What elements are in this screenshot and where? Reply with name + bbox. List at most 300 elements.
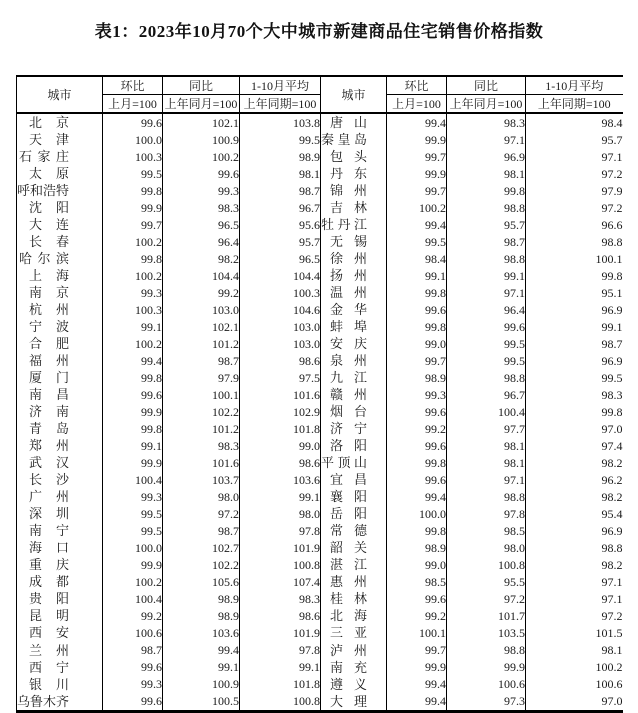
mom-value-cell: 99.7 [387, 182, 447, 199]
yoy-value-cell: 98.9 [163, 607, 240, 624]
yoy-value-cell: 98.7 [163, 352, 240, 369]
mom-value-cell: 99.4 [103, 352, 163, 369]
avg-value-cell: 98.2 [601, 455, 623, 470]
avg-value-cell: 101.8 [240, 420, 321, 437]
avg-value-cell: 98.2 [601, 557, 623, 572]
avg-value-cell: 102.9 [240, 403, 321, 420]
mom-value-cell: 100.0 [103, 539, 163, 556]
avg-value-cell: 95.4 [601, 506, 623, 521]
city-cell: 深 圳 [17, 505, 103, 522]
avg-value-cell: 97.8 [240, 641, 321, 658]
mom-value-cell: 99.8 [387, 522, 447, 539]
table-row [17, 403, 623, 420]
city-cell: 三 亚 [321, 624, 387, 641]
mom-value-cell: 99.5 [103, 522, 163, 539]
city-cell: 洛 阳 [321, 437, 387, 454]
table-row [17, 267, 623, 284]
yoy-value-cell: 102.1 [163, 113, 240, 131]
mom-value-cell: 99.5 [387, 233, 447, 250]
mom-value-cell: 99.8 [387, 284, 447, 301]
yoy-value-cell: 98.1 [447, 165, 526, 182]
avg-value-cell: 96.9 [601, 523, 623, 538]
city-cell: 惠 州 [321, 573, 387, 590]
avg-value-cell: 99.8 [601, 268, 623, 283]
city-cell: 南 宁 [17, 522, 103, 539]
avg-value-cell: 100.8 [240, 556, 321, 573]
avg-value-cell: 99.0 [240, 437, 321, 454]
mom-value-cell: 100.2 [103, 267, 163, 284]
table-row [17, 250, 623, 267]
mom-value-cell: 99.9 [103, 556, 163, 573]
avg-value-cell: 96.2 [601, 472, 623, 487]
mom-value-cell: 99.3 [103, 488, 163, 505]
avg-value-cell: 97.5 [240, 369, 321, 386]
avg-value-cell: 98.9 [240, 148, 321, 165]
table-row [17, 165, 623, 182]
mom-value-cell: 100.2 [103, 335, 163, 352]
mom-value-cell: 99.6 [103, 693, 163, 712]
avg-value-cell: 97.8 [240, 522, 321, 539]
table-row [17, 335, 623, 352]
city-cell: 贵 阳 [17, 590, 103, 607]
avg-value-cell: 99.1 [601, 319, 623, 334]
yoy-value-cell: 99.3 [163, 182, 240, 199]
city-cell: 南 充 [321, 659, 387, 676]
avg-value-cell: 104.4 [240, 267, 321, 284]
table-row [17, 386, 623, 403]
table-row [17, 113, 623, 131]
table-header [17, 76, 623, 113]
yoy-value-cell: 97.8 [447, 505, 526, 522]
header-mom-right: 环比 [387, 76, 447, 95]
avg-value-cell: 99.1 [240, 488, 321, 505]
city-cell: 泉 州 [321, 352, 387, 369]
table-row [17, 420, 623, 437]
city-cell: 银 川 [17, 676, 103, 693]
yoy-value-cell: 98.0 [447, 539, 526, 556]
yoy-value-cell: 101.2 [163, 420, 240, 437]
city-cell: 烟 台 [321, 403, 387, 420]
price-index-table [16, 75, 623, 713]
mom-value-cell: 98.9 [387, 539, 447, 556]
city-cell: 锦 州 [321, 182, 387, 199]
mom-value-cell: 99.3 [103, 284, 163, 301]
avg-value-cell: 101.5 [595, 625, 623, 640]
mom-value-cell: 98.4 [387, 250, 447, 267]
mom-value-cell: 99.5 [103, 505, 163, 522]
table-row [17, 182, 623, 199]
avg-value-cell: 98.3 [240, 590, 321, 607]
yoy-value-cell: 99.9 [447, 659, 526, 676]
city-cell: 济 宁 [321, 420, 387, 437]
city-cell: 温 州 [321, 284, 387, 301]
avg-value-cell: 100.2 [595, 660, 623, 674]
mom-value-cell: 99.4 [387, 676, 447, 693]
avg-value-cell: 104.6 [240, 301, 321, 318]
table-row [17, 693, 623, 712]
yoy-value-cell: 96.5 [163, 216, 240, 233]
table-row [17, 522, 623, 539]
avg-value-cell: 97.9 [601, 183, 623, 198]
avg-value-cell: 96.7 [240, 199, 321, 216]
city-cell: 厦 门 [17, 369, 103, 386]
city-cell: 大 理 [321, 693, 387, 712]
city-cell: 合 肥 [17, 335, 103, 352]
mom-value-cell: 99.4 [387, 216, 447, 233]
avg-value-cell: 98.0 [240, 505, 321, 522]
city-cell: 广 州 [17, 488, 103, 505]
table-row [17, 641, 623, 658]
mom-value-cell: 99.7 [387, 352, 447, 369]
table-row [17, 573, 623, 590]
city-cell: 南 京 [17, 284, 103, 301]
city-cell: 韶 关 [321, 539, 387, 556]
table-row [17, 233, 623, 250]
city-cell: 长 春 [17, 233, 103, 250]
yoy-value-cell: 103.0 [163, 301, 240, 318]
city-cell: 常 德 [321, 522, 387, 539]
mom-value-cell: 99.1 [103, 318, 163, 335]
yoy-value-cell: 95.5 [447, 573, 526, 590]
avg-value-cell: 99.5 [240, 131, 321, 148]
avg-value-cell: 98.1 [601, 642, 623, 657]
yoy-value-cell: 101.7 [447, 607, 526, 624]
mom-value-cell: 99.9 [103, 403, 163, 420]
yoy-value-cell: 99.8 [447, 182, 526, 199]
city-cell: 上 海 [17, 267, 103, 284]
city-cell: 泸 州 [321, 641, 387, 658]
avg-value-cell: 99.5 [601, 370, 623, 385]
mom-value-cell: 99.7 [103, 216, 163, 233]
city-cell: 西 宁 [17, 659, 103, 676]
yoy-value-cell: 98.1 [447, 437, 526, 454]
mom-value-cell: 100.2 [387, 199, 447, 216]
city-cell: 沈 阳 [17, 199, 103, 216]
yoy-value-cell: 100.8 [447, 556, 526, 573]
mom-value-cell: 99.7 [387, 148, 447, 165]
yoy-value-cell: 98.7 [163, 522, 240, 539]
avg-value-cell: 96.6 [601, 217, 623, 232]
table-body [17, 113, 623, 711]
mom-value-cell: 99.2 [387, 420, 447, 437]
avg-value-cell: 97.1 [601, 149, 623, 164]
header-avg-left: 1-10月平均 [240, 76, 321, 95]
table-row [17, 454, 623, 471]
header-mom-left: 环比 [103, 76, 163, 95]
mom-value-cell: 99.6 [103, 386, 163, 403]
city-cell: 兰 州 [17, 641, 103, 658]
city-cell: 金 华 [321, 301, 387, 318]
yoy-value-cell: 98.3 [163, 199, 240, 216]
city-cell: 徐 州 [321, 250, 387, 267]
page-title: 表1：2023年10月70个大中城市新建商品住宅销售价格指数 [94, 22, 544, 41]
mom-value-cell: 99.8 [103, 420, 163, 437]
table-row [17, 659, 623, 676]
yoy-value-cell: 98.3 [447, 113, 526, 131]
mom-value-cell: 99.0 [387, 556, 447, 573]
city-cell: 赣 州 [321, 386, 387, 403]
table-row [17, 148, 623, 165]
yoy-value-cell: 100.6 [447, 676, 526, 693]
table-row [17, 505, 623, 522]
city-cell: 石 家 庄 [17, 148, 103, 165]
header-yoy-left: 同比 [163, 76, 240, 95]
avg-value-cell: 101.8 [240, 676, 321, 693]
yoy-value-cell: 97.2 [163, 505, 240, 522]
mom-value-cell: 99.6 [387, 403, 447, 420]
yoy-value-cell: 98.8 [447, 641, 526, 658]
yoy-value-cell: 98.0 [163, 488, 240, 505]
city-cell: 吉 林 [321, 199, 387, 216]
mom-value-cell: 99.3 [103, 676, 163, 693]
mom-value-cell: 99.2 [103, 607, 163, 624]
mom-value-cell: 99.9 [387, 131, 447, 148]
avg-value-cell: 96.5 [240, 250, 321, 267]
city-cell: 海 口 [17, 539, 103, 556]
avg-value-cell: 97.1 [601, 574, 623, 589]
yoy-value-cell: 100.9 [163, 676, 240, 693]
avg-value-cell: 97.0 [601, 694, 623, 709]
table-row [17, 607, 623, 624]
yoy-value-cell: 102.1 [163, 318, 240, 335]
mom-value-cell: 99.9 [387, 659, 447, 676]
yoy-value-cell: 99.4 [163, 641, 240, 658]
yoy-value-cell: 103.7 [163, 471, 240, 488]
mom-value-cell: 100.2 [103, 233, 163, 250]
header-avg-right: 1-10月平均 [545, 79, 604, 93]
city-cell: 大 连 [17, 216, 103, 233]
mom-value-cell: 99.6 [103, 113, 163, 131]
mom-value-cell: 100.3 [103, 148, 163, 165]
table-row [17, 284, 623, 301]
table-row [17, 352, 623, 369]
header-city-right: 城市 [321, 76, 387, 113]
table-row [17, 556, 623, 573]
yoy-value-cell: 102.2 [163, 403, 240, 420]
mom-value-cell: 99.6 [103, 659, 163, 676]
avg-value-cell: 97.4 [601, 438, 623, 453]
table-row [17, 488, 623, 505]
header-yoy-base-right: 上年同月=100 [447, 95, 526, 114]
city-cell: 岳 阳 [321, 505, 387, 522]
yoy-value-cell: 100.4 [447, 403, 526, 420]
city-cell: 西 安 [17, 624, 103, 641]
mom-value-cell: 99.5 [103, 165, 163, 182]
avg-value-cell: 101.9 [240, 539, 321, 556]
avg-value-cell: 97.2 [601, 166, 623, 181]
mom-value-cell: 98.5 [387, 573, 447, 590]
header-avg-base-right: 上年同期=100 [526, 95, 623, 114]
mom-value-cell: 99.1 [387, 267, 447, 284]
avg-value-cell: 95.7 [240, 233, 321, 250]
avg-value-cell: 103.6 [240, 471, 321, 488]
city-cell: 天 津 [17, 131, 103, 148]
table-row [17, 590, 623, 607]
header-yoy-right: 同比 [447, 76, 526, 95]
avg-value-cell: 98.6 [240, 607, 321, 624]
mom-value-cell: 100.4 [103, 471, 163, 488]
mom-value-cell: 99.8 [103, 250, 163, 267]
city-cell: 太 原 [17, 165, 103, 182]
yoy-value-cell: 101.2 [163, 335, 240, 352]
city-cell: 九 江 [321, 369, 387, 386]
yoy-value-cell: 102.7 [163, 539, 240, 556]
city-cell: 福 州 [17, 352, 103, 369]
yoy-value-cell: 98.7 [447, 233, 526, 250]
avg-value-cell: 99.1 [240, 659, 321, 676]
mom-value-cell: 100.2 [103, 573, 163, 590]
city-cell: 丹 东 [321, 165, 387, 182]
mom-value-cell: 99.9 [103, 199, 163, 216]
yoy-value-cell: 98.2 [163, 250, 240, 267]
avg-value-cell: 95.6 [240, 216, 321, 233]
yoy-value-cell: 97.9 [163, 369, 240, 386]
yoy-value-cell: 99.1 [163, 659, 240, 676]
mom-value-cell: 99.4 [387, 693, 447, 712]
yoy-value-cell: 102.2 [163, 556, 240, 573]
city-cell: 北 海 [321, 607, 387, 624]
mom-value-cell: 99.8 [103, 369, 163, 386]
mom-value-cell: 98.7 [103, 641, 163, 658]
city-cell: 成 都 [17, 573, 103, 590]
avg-value-cell: 100.3 [240, 284, 321, 301]
yoy-value-cell: 97.1 [447, 471, 526, 488]
yoy-value-cell: 98.1 [447, 454, 526, 471]
city-cell: 重 庆 [17, 556, 103, 573]
mom-value-cell: 100.1 [387, 624, 447, 641]
yoy-value-cell: 97.7 [447, 420, 526, 437]
avg-value-cell: 103.0 [240, 318, 321, 335]
city-cell: 郑 州 [17, 437, 103, 454]
yoy-value-cell: 100.9 [163, 131, 240, 148]
city-cell: 无 锡 [321, 233, 387, 250]
avg-value-cell: 99.8 [601, 404, 623, 419]
avg-value-cell: 98.6 [240, 454, 321, 471]
yoy-value-cell: 100.2 [163, 148, 240, 165]
mom-value-cell: 99.1 [103, 437, 163, 454]
header-mom-base-right: 上月=100 [387, 95, 447, 114]
mom-value-cell: 99.8 [387, 454, 447, 471]
city-cell: 扬 州 [321, 267, 387, 284]
avg-value-cell: 98.4 [526, 113, 623, 131]
yoy-value-cell: 99.6 [447, 318, 526, 335]
yoy-value-cell: 97.1 [447, 284, 526, 301]
avg-value-cell: 100.1 [595, 251, 623, 266]
city-cell: 湛 江 [321, 556, 387, 573]
mom-value-cell: 99.7 [387, 641, 447, 658]
city-cell: 遵 义 [321, 676, 387, 693]
city-cell: 乌 鲁 木 齐 [17, 693, 103, 712]
city-cell: 宜 昌 [321, 471, 387, 488]
yoy-value-cell: 96.7 [447, 386, 526, 403]
city-cell: 昆 明 [17, 607, 103, 624]
avg-value-cell: 101.6 [240, 386, 321, 403]
yoy-value-cell: 98.5 [447, 522, 526, 539]
mom-value-cell: 100.4 [103, 590, 163, 607]
table-row [17, 301, 623, 318]
avg-value-cell: 98.8 [601, 234, 623, 249]
mom-value-cell: 100.0 [103, 131, 163, 148]
mom-value-cell: 99.0 [387, 335, 447, 352]
yoy-value-cell: 98.8 [447, 250, 526, 267]
mom-value-cell: 100.3 [103, 301, 163, 318]
yoy-value-cell: 99.1 [447, 267, 526, 284]
mom-value-cell: 100.0 [387, 505, 447, 522]
mom-value-cell: 99.4 [387, 488, 447, 505]
city-cell: 唐 山 [321, 113, 387, 131]
avg-value-cell: 97.2 [601, 200, 623, 215]
city-cell: 青 岛 [17, 420, 103, 437]
city-cell: 济 南 [17, 403, 103, 420]
table-row [17, 199, 623, 216]
avg-value-cell: 97.2 [601, 608, 623, 623]
city-cell: 包 头 [321, 148, 387, 165]
mom-value-cell: 98.9 [387, 369, 447, 386]
yoy-value-cell: 97.1 [447, 131, 526, 148]
yoy-value-cell: 99.2 [163, 284, 240, 301]
avg-value-cell: 95.1 [601, 285, 623, 300]
avg-value-cell: 96.9 [601, 302, 623, 317]
avg-value-cell: 98.3 [601, 387, 623, 402]
avg-value-cell: 98.7 [240, 182, 321, 199]
city-cell: 蚌 埠 [321, 318, 387, 335]
mom-value-cell: 99.2 [387, 607, 447, 624]
mom-value-cell: 99.6 [387, 301, 447, 318]
yoy-value-cell: 96.9 [447, 148, 526, 165]
yoy-value-cell: 98.9 [163, 590, 240, 607]
yoy-value-cell: 96.4 [163, 233, 240, 250]
yoy-value-cell: 100.1 [163, 386, 240, 403]
yoy-value-cell: 95.7 [447, 216, 526, 233]
avg-value-cell: 97.0 [601, 421, 623, 436]
yoy-value-cell: 100.5 [163, 693, 240, 712]
avg-value-cell: 96.9 [601, 353, 623, 368]
yoy-value-cell: 99.6 [163, 165, 240, 182]
avg-value-cell: 103.8 [240, 113, 321, 131]
mom-value-cell: 99.3 [387, 386, 447, 403]
mom-value-cell: 100.6 [103, 624, 163, 641]
mom-value-cell: 99.8 [103, 182, 163, 199]
yoy-value-cell: 101.6 [163, 454, 240, 471]
table-row [17, 318, 623, 335]
yoy-value-cell: 98.8 [447, 488, 526, 505]
city-cell: 宁 波 [17, 318, 103, 335]
city-cell: 南 昌 [17, 386, 103, 403]
yoy-value-cell: 103.5 [447, 624, 526, 641]
city-cell: 牡 丹 江 [321, 216, 387, 233]
yoy-value-cell: 98.3 [163, 437, 240, 454]
city-cell: 桂 林 [321, 590, 387, 607]
avg-value-cell: 98.8 [601, 540, 623, 555]
city-cell: 长 沙 [17, 471, 103, 488]
table-row [17, 676, 623, 693]
city-cell: 襄 阳 [321, 488, 387, 505]
avg-value-cell: 98.6 [240, 352, 321, 369]
mom-value-cell: 99.9 [387, 165, 447, 182]
yoy-value-cell: 103.6 [163, 624, 240, 641]
avg-value-cell: 101.9 [240, 624, 321, 641]
mom-value-cell: 99.6 [387, 590, 447, 607]
table-row [17, 471, 623, 488]
header-city-left: 城市 [17, 76, 103, 113]
city-cell: 安 庆 [321, 335, 387, 352]
table-row [17, 539, 623, 556]
yoy-value-cell: 97.3 [447, 693, 526, 712]
yoy-value-cell: 105.6 [163, 573, 240, 590]
city-cell: 平 顶 山 [321, 454, 387, 471]
table-row [17, 216, 623, 233]
header-mom-base-left: 上月=100 [103, 95, 163, 114]
